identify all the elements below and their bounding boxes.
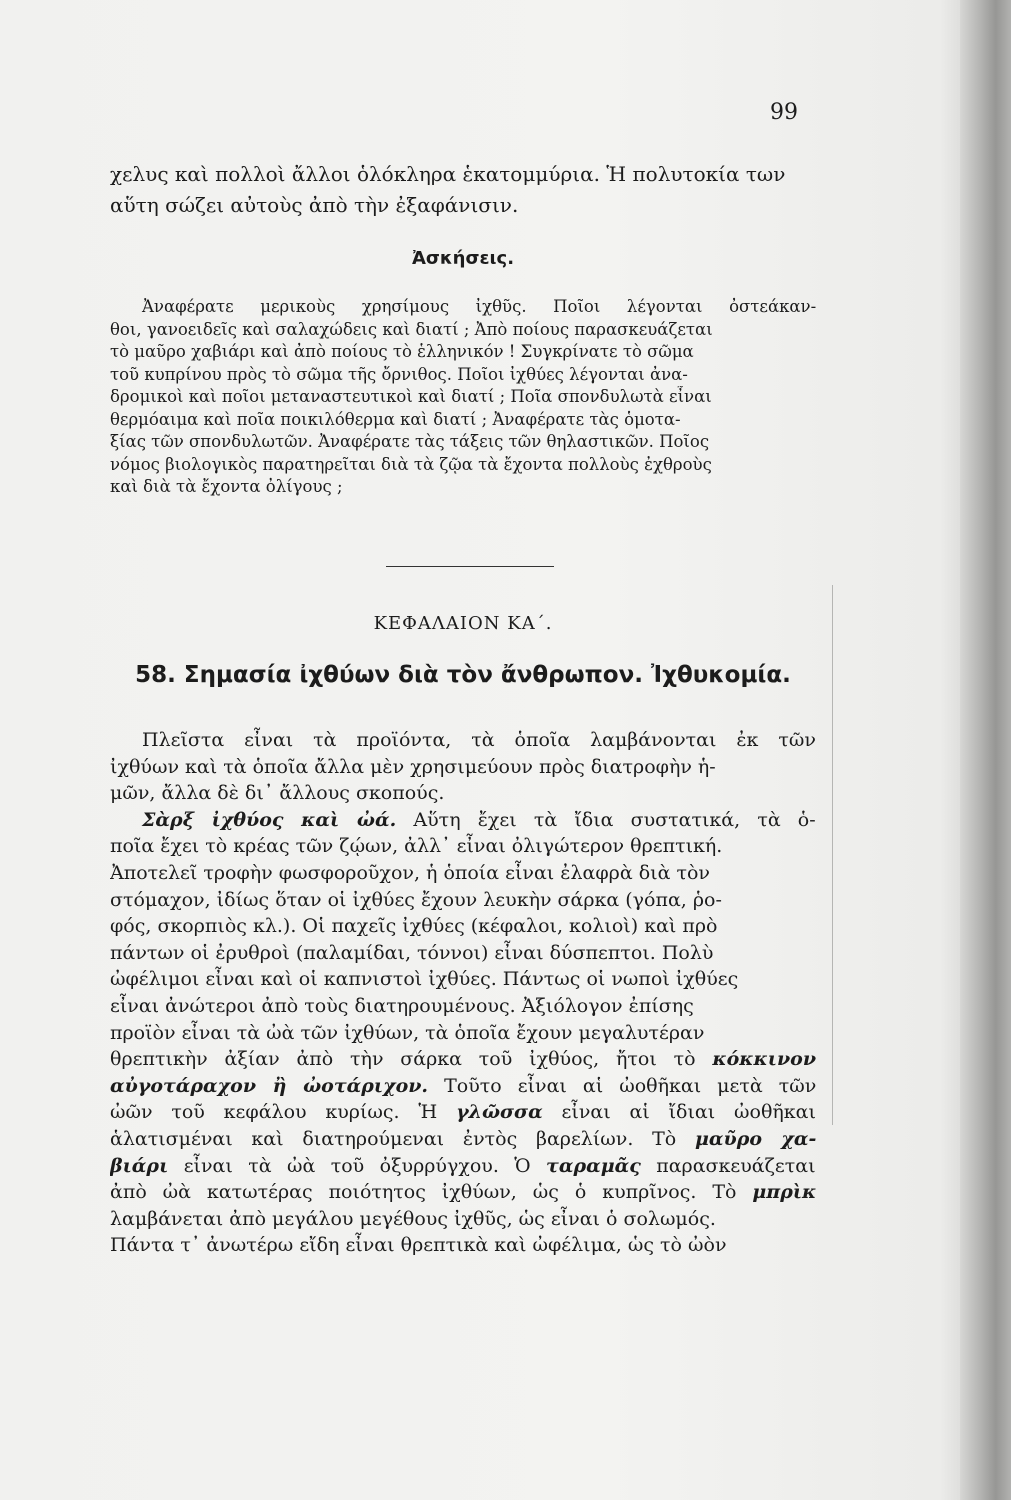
text-line: αὕτη σώζει αὐτοὺς ἀπὸ τὴν ἐξαφάνισιν. [110, 193, 519, 217]
line-text [110, 1046, 816, 1073]
line-text [110, 1179, 816, 1206]
section-divider [386, 566, 554, 567]
text-line: φός, σκορπιὸς κλ.). Οἱ παχεῖς ἰχθύες (κέφαλοι, κολιοὶ) καὶ πρὸ [110, 915, 718, 938]
term-flesh-and-eggs: Σὰρξ ἰχθύος καὶ ὠά. [142, 808, 397, 831]
text-line [110, 1179, 816, 1206]
text-line [110, 1126, 816, 1153]
text-line: θοι, γανοειδεῖς καὶ σαλαχώδεις καὶ διατί ; Ἀπὸ ποίους παρασκευάζεται [110, 319, 713, 339]
text-line: στόμαχον, ἰδίως ὅταν οἱ ἰχθύες ἔχουν λευκὴν σάρκα (γόπα, ῥο- [110, 888, 722, 911]
text-line: καὶ διὰ τὰ ἔχοντα ὀλίγους ; [110, 477, 343, 496]
page-edge-line [832, 585, 833, 1125]
line-text: ὠῶν τοῦ κεφάλου κυρίως. Ἡ [110, 1101, 438, 1124]
text-line: πάντων οἱ ἐρυθροὶ (παλαμίδαι, τόννοι) εἶναι δύσπεπτοι. Πολὺ [110, 941, 714, 964]
text-line: εἶναι ἀνώτεροι ἀπὸ τοὺς διατηρουμένους. Ἀξιόλογον ἐπίσης [110, 994, 694, 1017]
term-red: κόκκινον [712, 1048, 816, 1071]
text-line [110, 727, 816, 754]
line-text: Πλεῖστα εἶναι τὰ προϊόντα, τὰ ὁποῖα λαμβάνονται ἐκ τῶν [142, 729, 816, 751]
line-text: Τοῦτο εἶναι αἱ ὠοθῆκαι μετὰ τῶν [444, 1074, 816, 1097]
text-line: προϊὸν εἶναι τὰ ὠὰ τῶν ἰχθύων, τὰ ὁποῖα ἔχουν μεγαλυτέραν [110, 1021, 705, 1044]
page-number: 99 [770, 100, 798, 125]
text-line: τοῦ κυπρίνου πρὸς τὸ σῶμα τῆς ὄρνιθος. Ποῖοι ἰχθύες λέγονται ἀνα- [110, 364, 688, 384]
text-line: Πάντα τ᾿ ἀνωτέρω εἴδη εἶναι θρεπτικὰ καὶ ὠφέλιμα, ὡς τὸ ὠὸν [110, 1234, 727, 1257]
text-line [110, 1153, 816, 1180]
line-text [110, 1073, 816, 1100]
line-text: εἶναι αἱ ἴδιαι ὠοθῆκαι [561, 1101, 816, 1124]
line-text: παρασκευάζεται [656, 1154, 816, 1177]
term-glossa: γλῶσσα [456, 1101, 543, 1124]
line-text: Αὕτη ἔχει τὰ ἴδια συστατικά, τὰ ὁ- [413, 808, 816, 831]
text-line: νόμος βιολογικὸς παρατηρεῖται διὰ τὰ ζῷα τὰ ἔχοντα πολλοὺς ἐχθροὺς [110, 454, 712, 474]
text-line: δρομικοὶ καὶ ποῖοι μεταναστευτικοὶ καὶ διατί ; Ποῖα σπονδυλωτὰ εἶναι [110, 387, 712, 406]
intro-paragraph [110, 159, 816, 221]
text-line: ξίας τῶν σπονδυλωτῶν. Ἀναφέρατε τὰς τάξεις τῶν θηλαστικῶν. Ποῖος [110, 432, 710, 451]
text-line [110, 1099, 816, 1126]
chapter-heading: ΚΕΦΑΛΑΙΟΝ ΚΑ΄. [373, 613, 553, 634]
text-line: θερμόαιμα καὶ ποῖα ποικιλόθερμα καὶ διατί ; Ἀναφέρατε τὰς ὁμοτα- [110, 409, 681, 429]
line-text [110, 1099, 816, 1126]
exercises-heading: Ἀσκήσεις. [411, 248, 515, 269]
page-binding-shadow [960, 0, 1011, 1500]
text-line [110, 296, 816, 319]
term-brik: μπρὶκ [752, 1181, 816, 1204]
term-avgotaracho: αὐγοτάραχον ἢ ὠοτάριχον. [110, 1074, 429, 1097]
text-line: λαμβάνεται ἀπὸ μεγάλου μεγέθους ἰχθῦς, ὡς εἶναι ὁ σολωμός. [110, 1207, 716, 1230]
text-line [110, 807, 816, 834]
line-text [110, 807, 816, 834]
section-title: 58. Σημασία ἰχθύων διὰ τὸν ἄνθρωπον. Ἰχθυκομία. [135, 662, 791, 688]
text-line: Ἀποτελεῖ τροφὴν φωσφοροῦχον, ἡ ὁποία εἶναι ἐλαφρὰ διὰ τὸν [110, 861, 710, 884]
text-line [110, 1073, 816, 1100]
line-text: ἁλατισμέναι καὶ διατηρούμεναι ἐντὸς βαρελίων. Τὸ [110, 1127, 677, 1150]
text-line: χελυς καὶ πολλοὶ ἄλλοι ὁλόκληρα ἑκατομμύρια. Ἡ πολυτοκία των [110, 162, 786, 186]
term-black-caviar: μαῦρο χα- [695, 1127, 816, 1150]
term-caviar-cont: βιάρι [110, 1154, 169, 1177]
term-taramas: ταραμᾶς [546, 1154, 641, 1177]
text-line [110, 1046, 816, 1073]
text-line: μῶν, ἄλλα δὲ δι᾿ ἄλλους σκοπούς. [110, 782, 445, 805]
text-line: ἰχθύων καὶ τὰ ὁποῖα ἄλλα μὲν χρησιμεύουν πρὸς διατροφὴν ἡ- [110, 755, 716, 778]
text-line: ὠφέλιμοι εἶναι καὶ οἱ καπνιστοὶ ἰχθύες. Πάντως οἱ νωποὶ ἰχθύες [110, 968, 739, 991]
line-text [110, 1126, 816, 1153]
text-line: ποῖα ἔχει τὸ κρέας τῶν ζῴων, ἀλλ᾿ εἶναι ὀλιγώτερον θρεπτική. [110, 835, 723, 858]
line-text: Ἀναφέρατε μερικοὺς χρησίμους ἰχθῦς. Ποῖοι λέγονται ὀστεάκαν- [142, 297, 816, 316]
text-line: τὸ μαῦρο χαβιάρι καὶ ἀπὸ ποίους τὸ ἑλληνικόν ! Συγκρίνατε τὸ σῶμα [110, 342, 694, 361]
line-text: θρεπτικὴν ἀξίαν ἀπὸ τὴν σάρκα τοῦ ἰχθύος, ἤτοι τὸ [110, 1048, 696, 1071]
line-text: ἀπὸ ὠὰ κατωτέρας ποιότητος ἰχθύων, ὡς ὁ κυπρῖνος. Τὸ [110, 1181, 737, 1204]
line-text: εἶναι τὰ ὠὰ τοῦ ὀξυρρύγχου. Ὁ [183, 1154, 531, 1177]
line-text [110, 1153, 816, 1180]
body-text [110, 727, 816, 1259]
exercises-paragraph [110, 296, 816, 499]
